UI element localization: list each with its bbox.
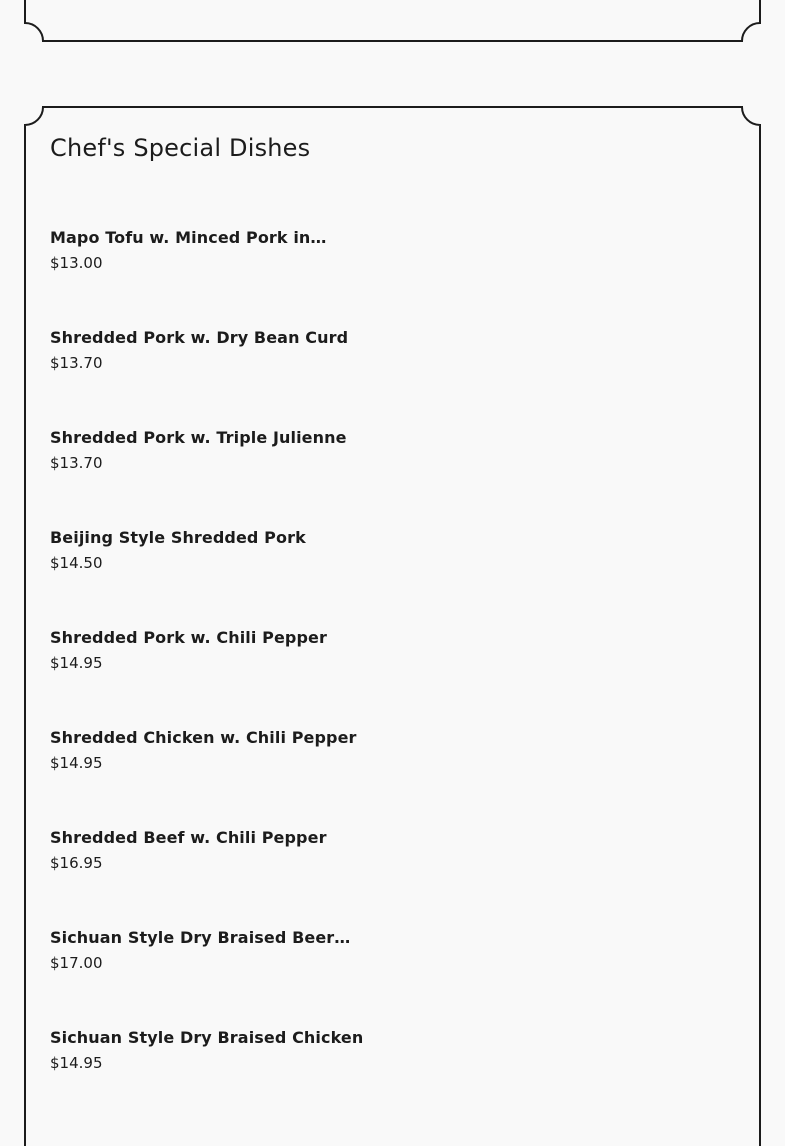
menu-item[interactable] bbox=[50, 626, 730, 726]
menu-item-name: Shredded Pork w. Chili Pepper bbox=[50, 628, 327, 647]
menu-item-name: Mapo Tofu w. Minced Pork in… bbox=[50, 228, 327, 247]
menu-section-card bbox=[24, 106, 761, 1146]
menu-item[interactable] bbox=[50, 426, 730, 526]
menu-item-price: $16.95 bbox=[50, 854, 103, 872]
menu-item-price: $14.50 bbox=[50, 554, 103, 572]
menu-item-price: $13.70 bbox=[50, 354, 103, 372]
menu-item-name: Shredded Chicken w. Chili Pepper bbox=[50, 728, 357, 747]
section-title: Chef's Special Dishes bbox=[50, 134, 311, 162]
menu-item[interactable] bbox=[50, 526, 730, 626]
menu-item[interactable] bbox=[50, 226, 730, 326]
menu-item-price: $13.70 bbox=[50, 454, 103, 472]
menu-item-price: $17.00 bbox=[50, 954, 103, 972]
menu-item-name: Shredded Beef w. Chili Pepper bbox=[50, 828, 327, 847]
menu-item-name: Sichuan Style Dry Braised Beer… bbox=[50, 928, 351, 947]
menu-item-price: $13.00 bbox=[50, 254, 103, 272]
menu-item-name: Shredded Pork w. Triple Julienne bbox=[50, 428, 347, 447]
previous-section-card bbox=[24, 0, 761, 42]
menu-item[interactable] bbox=[50, 1026, 730, 1126]
menu-item-price: $14.95 bbox=[50, 654, 103, 672]
menu-item-price: $14.95 bbox=[50, 754, 103, 772]
menu-item-name: Sichuan Style Dry Braised Chicken bbox=[50, 1028, 364, 1047]
menu-item[interactable] bbox=[50, 326, 730, 426]
menu-item[interactable] bbox=[50, 926, 730, 1026]
menu-item-name: Shredded Pork w. Dry Bean Curd bbox=[50, 328, 349, 347]
menu-item[interactable] bbox=[50, 726, 730, 826]
menu-item-price: $14.95 bbox=[50, 1054, 103, 1072]
card-border bbox=[24, 0, 761, 42]
menu-item-name: Beijing Style Shredded Pork bbox=[50, 528, 306, 547]
menu-item[interactable] bbox=[50, 826, 730, 926]
menu-item-list bbox=[50, 226, 730, 1126]
